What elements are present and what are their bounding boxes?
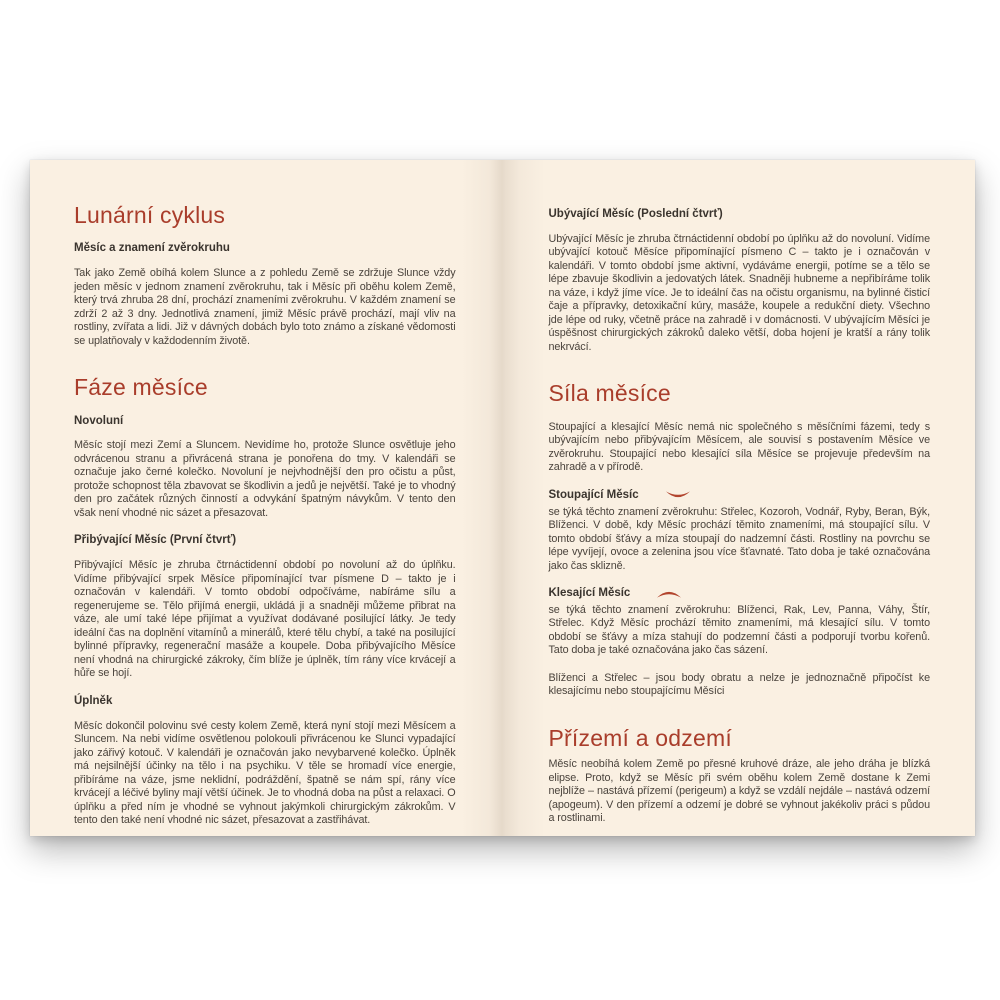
paragraph-new-moon: Měsíc stojí mezi Zemí a Sluncem. Nevidíme ho, protože Slunce osvětluje jeho odvrácenou stranu a přivrácená strana je ponořena do tmy. V kalendáři se označuje jako černé kolečko. Novoluní je nejvhodnější den pro očistu a půst, protože schopnost těla zbavovat se škodlivin a jedů je největší. Také je to vhodný den pro začátek různých činností a odvykání špatným návykům. V tento den však není vhodné nic sázet a přesazovat.: [74, 439, 456, 519]
section-title-lunar-cycle: Lunární cyklus: [74, 202, 226, 228]
descending-moon-icon: [656, 588, 682, 599]
section-title-moon-power: Síla měsíce: [548, 380, 671, 407]
subsection-title-moon-zodiac: Měsíc a znamení zvěrokruhu: [74, 242, 230, 255]
paragraph-perigee-apogee: Měsíc neobíhá kolem Země po přesné kruhové dráze, ale jeho dráha je blízká elipse. Proto, když se Měsíc při svém oběhu kolem Země dostane k Zemi nejblíže – nastává přízemí (perigeum) a když se vzdálí nejdále – nastává odzemí (apogeum). V den přízemí a odzemí je dobré se vyhnout jakékoliv práci s půdou a rostlinami.: [548, 758, 930, 825]
subsection-row-ascending-moon: [549, 489, 931, 503]
ascending-moon-icon: [665, 490, 691, 501]
section-title-moon-phases: Fáze měsíce: [74, 374, 208, 401]
subsection-title-ascending-moon: Stoupající Měsíc: [548, 488, 639, 501]
subsection-title-waxing-moon: Přibývající Měsíc (První čtvrť): [74, 534, 237, 547]
section-title-perigee-apogee: Přízemí a odzemí: [548, 724, 732, 751]
paragraph-descending-moon: se týká těchto znamení zvěrokruhu: Blíženci, Rak, Lev, Panna, Váhy, Štír, Střelec. Když Měsíc prochází těmito znameními, má klesající sílu. V tomto období se šťávy a míza stahují do podzemní části a podporují tvorbu kořenů. Tato doba je také označována jako čas sázení.: [548, 603, 930, 657]
paragraph-waning-moon: Ubývající Měsíc je zhruba čtrnáctidenní období po úplňku až do novoluní. Vidíme ubývající kotouč Měsíce připomínající písmeno C – takto je i označován v kalendáři. V tomto období jsme aktivní, vydáváme energii, potíme se a tělo se lépe zbavuje škodlivin a jedovatých látek. Snadněji hubneme a nepřibíráme tolik na váze, i když jíme více. Je to ideální čas na očistu organismu, na bylinné čisticí čaje a přípravky, detoxikační kúry, masáže, koupele a redukční diety. Všechno jde lépe od ruky, včetně práce na zahradě i v domácnosti. V ubývajícím Měsíci je úspěšnost chirurgických zákroků daleko větší, doba hojení je kratší a rány tolik nekrvácí.: [548, 232, 930, 353]
subsection-title-full-moon: Úplněk: [74, 694, 113, 707]
subsection-row-descending-moon: [549, 587, 931, 601]
paragraph-turning-points: Blíženci a Střelec – jsou body obratu a nelze je jednoznačně připočíst ke klesajícímu nebo stoupajícímu Měsíci: [548, 671, 930, 698]
paragraph-ascending-moon: se týká těchto znamení zvěrokruhu: Střelec, Kozoroh, Vodnář, Ryby, Beran, Býk, Blíženci. V době, kdy Měsíc prochází těmito znameními, má stoupající sílu. V tomto období šťávy a míza stoupají do nadzemní části. Rostliny na povrchu se lépe vyvíjejí, ovoce a zelenina jsou více šťavnaté. Tato doba je také označována jako čas sklizně.: [548, 505, 930, 572]
paragraph-moon-power-intro: Stoupající a klesající Měsíc nemá nic společného s měsíčními fázemi, tedy s ubývajícím nebo přibývajícím Měsícem, ale souvisí s postavením Měsíce ve zvěrokruhu. Stoupající nebo klesající síla Měsíce se projevuje především na zahradě a v přírodě.: [548, 420, 930, 474]
subsection-title-descending-moon: Klesající Měsíc: [548, 587, 631, 600]
paragraph-moon-zodiac: Tak jako Země obíhá kolem Slunce a z pohledu Země se zdržuje Slunce vždy jeden měsíc v jednom znamení zvěrokruhu, tak i Měsíc při oběhu kolem Země, který trvá zhruba 28 dní, prochází znameními zvěrokruhu. V každém znamení se zdrží 2 až 3 dny. Jednotlivá znamení, jimiž Měsíc právě prochází, mají vliv na rostliny, zvířata a lidi. Již v dávných dobách bylo toto známo a získané vědomosti se uplatňovaly v každodenním životě.: [74, 267, 456, 347]
subsection-title-new-moon: Novoluní: [74, 414, 124, 427]
left-page: [30, 160, 503, 836]
right-page: [503, 160, 976, 836]
book-spread: [30, 160, 975, 836]
paragraph-full-moon: Měsíc dokončil polovinu své cesty kolem Země, která nyní stojí mezi Měsícem a Sluncem. Na nebi vidíme osvětlenou polokouli přivrácenou ke Slunci vypadající jako zářivý kotouč. V kalendáři je označován jako nevybarvené kolečko. Úplněk má nejsilnější účinky na tělo i na psychiku. V těle se hromadí více energie, přibíráme na váze, jsme neklidní, podráždění, špatně se nám spí, rány více krvácejí a léčivé byliny mají větší účinek. Je to vhodná doba na půst a relaxaci. O úplňku a před ním je vhodné se vyhnout jakýmkoli chirurgickým zákrokům. V tento den také není vhodné nic sázet, přesazovat a zastřihávat.: [74, 719, 456, 827]
subsection-title-waning-moon: Ubývající Měsíc (Poslední čtvrť): [548, 208, 723, 220]
paragraph-waxing-moon: Přibývající Měsíc je zhruba čtrnáctidenní období po novoluní až do úplňku. Vidíme přibývající srpek Měsíce připomínající tvar písmene D – takto je i označován v kalendáři. V tomto období odpočíváme, nabíráme sílu a regenerujeme se. Tělo přijímá energii, ukládá ji a snadněji můžeme přibrat na váze, ale umí také lépe přijímat a využívat dodávané posilující látky. Je tedy ideální čas na doplnění vitamínů a minerálů, které tělu chybí, a také na posilující bylinné přípravky, regenerační masáže a koupele. Doba přibývajícího Měsíce není vhodná na chirurgické zákroky, čím blíže je úplněk, tím rány více krvácejí a hůře se hojí.: [74, 559, 456, 680]
